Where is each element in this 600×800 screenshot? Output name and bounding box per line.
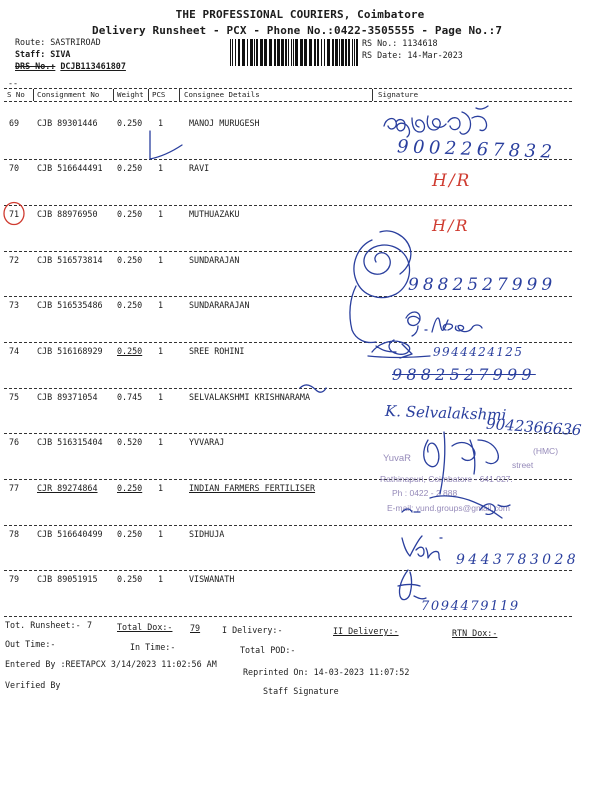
row-consignment: CJB 89051915	[37, 574, 98, 585]
rs-date-value: 14-Mar-2023	[407, 50, 463, 60]
signature-row-76	[424, 432, 502, 518]
ink-stroke	[380, 231, 411, 274]
row-pcs: 1	[158, 345, 164, 356]
row-consignee: INDIAN FARMERS FERTILISER	[189, 483, 316, 493]
ii-delivery-label: II Delivery:-	[333, 626, 399, 636]
row-pcs: 1	[158, 391, 164, 402]
handwritten-mark-row-71: H/R	[432, 216, 470, 235]
row-consignment: CJR 89274864	[37, 483, 98, 493]
red-circle-row-71	[4, 203, 24, 225]
row-weight: 0.520	[117, 437, 143, 448]
row-consignee: SUNDARARAJAN	[189, 300, 250, 311]
total-dox-label: Total Dox:-	[117, 622, 173, 632]
row-pcs: 1	[158, 483, 164, 493]
stamp-line: E-mail: yund.groups@gmail.com	[387, 503, 510, 513]
handwritten-phone-row-74: 9944424125	[433, 345, 524, 359]
drs-value: DCJB113461807	[60, 61, 126, 71]
rs-no-value: 1134618	[402, 38, 438, 48]
in-time-label: In Time:-	[130, 642, 176, 652]
row-sno: 74	[9, 345, 20, 356]
col-header-consignee: Consignee Details	[184, 90, 260, 99]
row-consignee: YVVARAJ	[189, 437, 225, 448]
row-consignee: SIDHUJA	[189, 528, 225, 539]
row-consignment: CJB 88976950	[37, 208, 98, 219]
handwritten-struck-phone-row-74: 9882527999	[392, 365, 536, 384]
ink-stroke	[354, 240, 410, 298]
row-weight: 0.250	[117, 300, 143, 311]
col-header-consignment: Consignment No	[37, 90, 100, 99]
ink-stroke	[384, 119, 409, 137]
row-consignee: VISWANATH	[189, 574, 235, 585]
row-sno: 71	[9, 208, 20, 219]
row-pcs: 1	[158, 574, 164, 585]
col-header-pcs: PCS	[152, 90, 166, 99]
separator-marker: --	[8, 78, 19, 88]
row-pcs: 1	[158, 117, 164, 128]
col-header-weight: Weight	[117, 90, 144, 99]
signature-row-73	[406, 312, 482, 336]
row-weight: 0.250	[117, 254, 143, 265]
row-consignment: CJB 516640499	[37, 528, 103, 539]
stamp-line: Rathinapuri, Coimbatore - 641 027.	[380, 474, 513, 484]
row-sno: 69	[9, 117, 20, 128]
total-dox-value: 79	[190, 623, 201, 633]
staff-value: SIVA	[50, 49, 71, 59]
row-pcs: 1	[158, 254, 164, 265]
row-consignment: CJB 516573814	[37, 254, 103, 265]
check-mark	[150, 131, 182, 159]
row-weight: 0.250	[117, 483, 143, 493]
ink-stroke	[432, 318, 482, 332]
ink-tilde-row-75	[300, 385, 326, 392]
handwritten-name-row-75: K. Selvalakshmi	[384, 401, 507, 425]
row-consignee: RAVI	[189, 163, 210, 174]
handwritten-phone-row-72: 9882527999	[408, 275, 557, 295]
stamp-line: street	[512, 460, 534, 470]
company-title: THE PROFESSIONAL COURIERS, Coimbatore	[175, 8, 425, 21]
row-consignee: SREE ROHINI	[189, 345, 245, 356]
handwritten-phone-row-76: 9042366636	[485, 414, 582, 440]
rs-no-label: RS No.:	[362, 38, 398, 48]
row-consignment: CJB 516535486	[37, 300, 103, 311]
ink-stroke	[406, 312, 427, 336]
row-weight: 0.250	[117, 528, 143, 539]
signature-row-77	[402, 504, 510, 514]
row-consignment: CJB 516168929	[37, 345, 103, 356]
row-consignment: CJB 516644491	[37, 163, 103, 174]
signature-row-78	[402, 536, 442, 560]
row-consignee: MANOJ MURUGESH	[189, 117, 260, 128]
i-delivery-label: I Delivery:-	[222, 625, 283, 635]
row-sno: 77	[9, 483, 20, 493]
verified-by: Verified By	[5, 680, 61, 690]
rs-date-label: RS Date:	[362, 50, 403, 60]
ink-stroke	[452, 440, 498, 474]
ink-stroke	[448, 106, 488, 134]
row-pcs: 1	[158, 163, 164, 174]
rtn-dox-label: RTN Dox:-	[452, 628, 498, 638]
signature-row-72	[350, 231, 411, 343]
col-header-signature: Signature	[378, 90, 419, 99]
stamp-line: YuvaR	[383, 453, 411, 464]
handwritten-mark-row-70: H/R	[432, 171, 472, 191]
reprinted-on: Reprinted On: 14-03-2023 11:07:52	[243, 667, 410, 677]
ink-stroke	[412, 116, 446, 132]
row-pcs: 1	[158, 208, 164, 219]
col-header-sno: S No	[7, 90, 25, 99]
row-weight: 0.250	[117, 208, 143, 219]
route-label: Route:	[15, 37, 46, 47]
row-sno: 76	[9, 437, 20, 448]
row-weight: 0.250	[117, 163, 143, 174]
ink-stroke	[440, 432, 445, 494]
drs-label: DRS No.:	[15, 61, 56, 71]
tot-runsheet-value: 7	[87, 620, 93, 630]
route-value: SASTRIROAD	[50, 37, 101, 47]
row-pcs: 1	[158, 437, 164, 448]
row-sno: 78	[9, 528, 20, 539]
row-weight: 0.745	[117, 391, 143, 402]
ink-stroke	[368, 340, 430, 358]
row-weight: 0.250	[117, 117, 143, 128]
row-consignment: CJB 89301446	[37, 117, 98, 128]
handwritten-phone-row-69: 9002267832	[396, 136, 557, 163]
staff-signature-label: Staff Signature	[263, 686, 339, 696]
ink-stroke	[402, 504, 510, 514]
ink-stroke	[424, 440, 439, 467]
row-consignee: SUNDARAJAN	[189, 254, 240, 265]
ink-stroke	[398, 570, 426, 600]
row-sno: 72	[9, 254, 20, 265]
row-sno: 70	[9, 163, 20, 174]
stamp-line: (HMC)	[533, 446, 559, 456]
handwritten-phone-row-79: 7094479119	[421, 599, 520, 614]
signature-row-69	[384, 106, 488, 137]
signature-row-74	[368, 340, 430, 358]
row-consignee: SELVALAKSHMI KRISHNARAMA	[189, 391, 311, 402]
tot-runsheet-label: Tot. Runsheet:-	[5, 620, 81, 630]
row-pcs: 1	[158, 300, 164, 311]
row-pcs: 1	[158, 528, 164, 539]
signature-row-79	[398, 570, 426, 600]
row-consignee: MUTHUAZAKU	[189, 208, 240, 219]
row-consignment: CJB 89371054	[37, 391, 98, 402]
row-sno: 79	[9, 574, 20, 585]
entered-by: Entered By :REETAPCX 3/14/2023 11:02:56 AM	[5, 659, 217, 669]
out-time-label: Out Time:-	[5, 639, 56, 649]
runsheet-subtitle: Delivery Runsheet - PCX - Phone No.:0422-3505555 - Page No.:7	[92, 24, 503, 37]
ink-stroke	[402, 536, 442, 560]
row-weight: 0.250	[117, 574, 143, 585]
row-consignment: CJB 516315404	[37, 437, 103, 448]
row-weight: 0.250	[117, 345, 143, 356]
row-sno: 75	[9, 391, 20, 402]
staff-label: Staff:	[15, 49, 46, 59]
handwritten-phone-row-78: 9443783028	[456, 552, 580, 568]
total-pod-label: Total POD:-	[240, 645, 296, 655]
ink-stroke	[350, 286, 376, 343]
stamp-line: Ph : 0422 - 2 888	[392, 488, 458, 498]
row-sno: 73	[9, 300, 20, 311]
